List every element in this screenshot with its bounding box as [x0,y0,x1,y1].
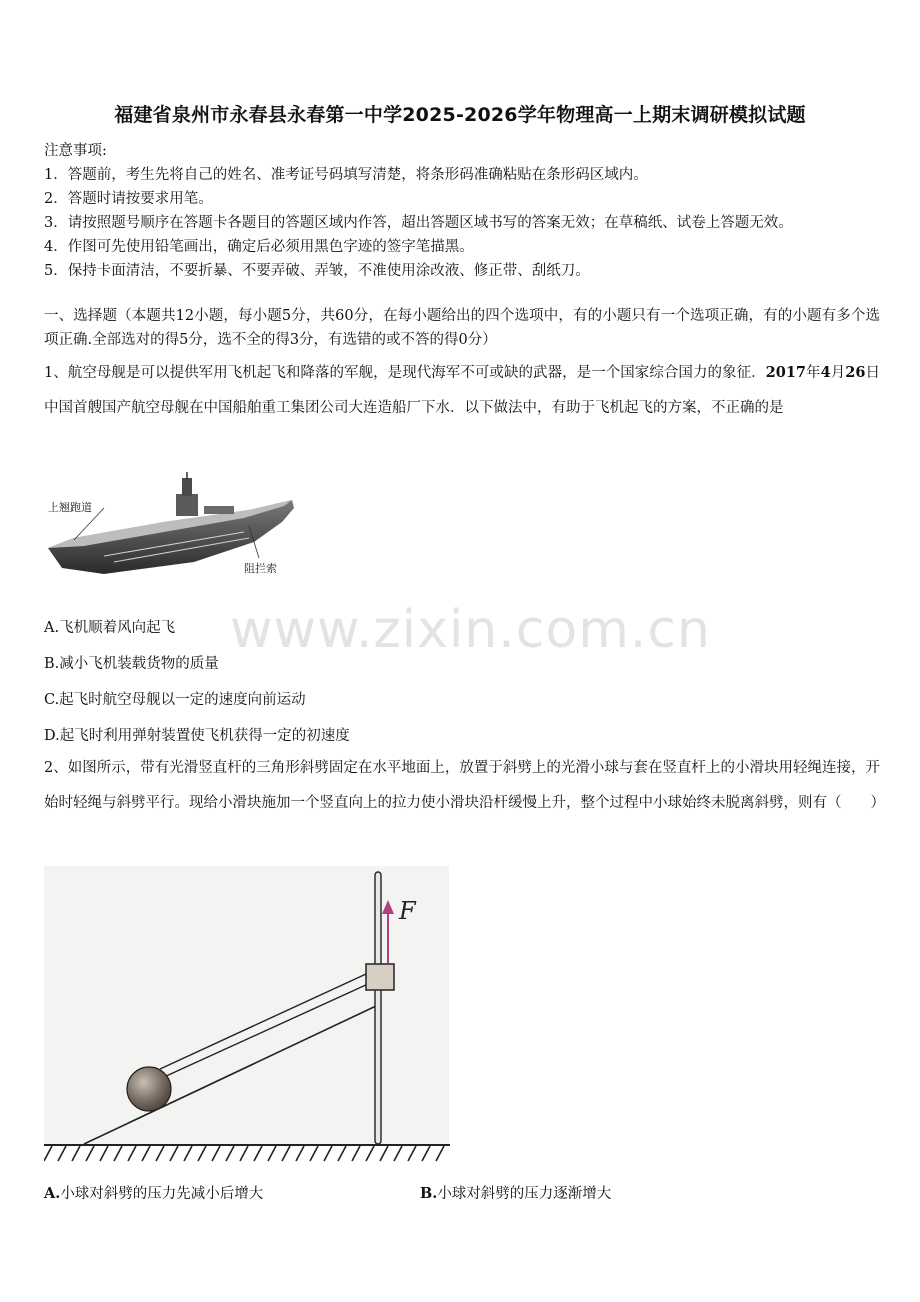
option-d: D.起飞时利用弹射装置使飞机获得一定的初速度 [44,728,350,744]
incline-diagram [44,866,454,1166]
q2-option-a: A.小球对斜劈的压力先减小后增大 [44,1185,264,1202]
notice-item: 4．作图可先使用铅笔画出，确定后必须用黑色字迹的签字笔描黑。 [44,239,474,255]
watermark: www.zixin.com.cn [230,600,711,660]
arrester-label: 阻拦索 [244,562,277,575]
option-c: C.起飞时航空母舰以一定的速度向前运动 [44,692,306,708]
page-title: 福建省泉州市永春县永春第一中学2025-2026学年物理高一上期末调研模拟试题 [114,104,806,126]
option-b: B.减小飞机装载货物的质量 [44,656,219,672]
q2-option-b: B.小球对斜劈的压力逐渐增大 [420,1185,612,1202]
notice-item: 3．请按照题号顺序在答题卡各题目的答题区域内作答，超出答题区域书写的答案无效；在草稿纸、试卷上答题无效。 [44,215,793,231]
notice-item: 1．答题前，考生先将自己的姓名、准考证号码填写清楚，将条形码准确粘贴在条形码区域内。 [44,167,648,183]
force-label: F [399,897,416,925]
notice-item: 5．保持卡面清洁，不要折暴、不要弄破、弄皱，不准使用涂改液、修正带、刮纸刀。 [44,263,590,279]
notice-item: 2．答题时请按要求用笔。 [44,191,213,207]
section-heading: 一、选择题（本题共12小题，每小题5分，共60分，在每小题给出的四个选项中，有的小题只有一个选项正确，有的小题有多个选项正确.全部选对的得5分，选不全的得3分，有选错的或不答的得0分） [44,308,880,348]
aircraft-carrier-image [44,470,304,580]
question-1-stem: 1、航空母舰是可以提供军用飞机起飞和降落的军舰，是现代海军不可或缺的武器，是一个国家综合国力的象征．2017年4月26日中国首艘国产航空母舰在中国船舶重工集团公司大连造船厂下水．以下做法中，有助于飞机起飞的方案，不正确的是 [44,364,880,416]
option-a: A.飞机顺着风向起飞 [44,620,176,636]
question-2-stem: 2、如图所示，带有光滑竖直杆的三角形斜劈固定在水平地面上，放置于斜劈上的光滑小球与套在竖直杆上的小滑块用轻绳连接，开始时轻绳与斜劈平行。现给小滑块施加一个竖直向上的拉力使小滑块沿杆缓慢上升，整个过程中小球始终未脱离斜劈，则有（ ） [44,760,885,811]
runway-label: 上翘跑道 [48,501,92,514]
notice-heading: 注意事项: [44,143,107,159]
